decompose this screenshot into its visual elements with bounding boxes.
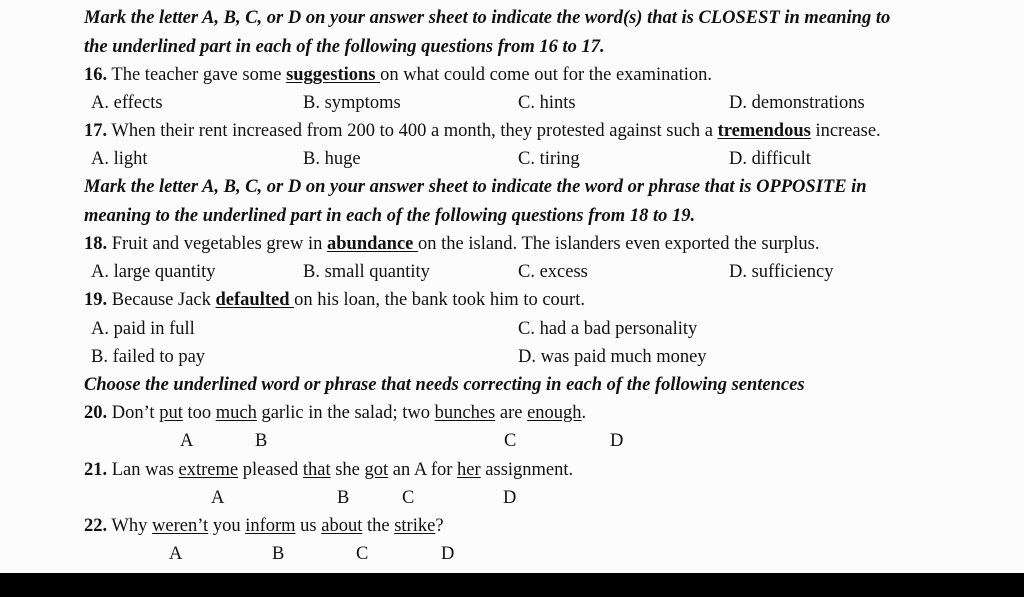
underlined-part-a[interactable]: weren’t: [152, 516, 209, 536]
option-c[interactable]: C. hints: [518, 93, 576, 113]
question-number: 22.: [84, 516, 108, 536]
question-text: on what could come out for the examination.: [380, 65, 713, 85]
question-text: Because Jack: [111, 290, 216, 310]
instruction-closest-line2: the underlined part in each of the following questions from 16 to 17.: [84, 37, 605, 57]
answer-letter-a[interactable]: A: [180, 431, 194, 451]
question-number: 21.: [84, 460, 108, 480]
question-text: assignment.: [480, 460, 574, 480]
question-19: [84, 289, 585, 311]
underlined-part-a[interactable]: extreme: [178, 460, 239, 480]
option-b[interactable]: B. small quantity: [303, 262, 430, 282]
question-text: are: [495, 403, 528, 423]
instruction-opposite-line2: meaning to the underlined part in each of the following questions from 18 to 19.: [84, 206, 696, 226]
question-text: on his loan, the bank took him to court.: [294, 290, 585, 310]
question-number: 20.: [84, 403, 108, 423]
underlined-part-a[interactable]: put: [159, 403, 183, 423]
question-text: the: [362, 516, 395, 536]
question-text: Fruit and vegetables grew in: [111, 234, 328, 254]
question-text: Lan was: [111, 460, 179, 480]
underlined-part-c[interactable]: about: [321, 516, 363, 536]
answer-letter-a[interactable]: A: [211, 488, 225, 508]
underlined-part-d[interactable]: her: [457, 460, 481, 480]
question-number: 18.: [84, 234, 108, 254]
question-text: increase.: [810, 121, 881, 141]
question-number: 16.: [84, 65, 108, 85]
instruction-correcting: Choose the underlined word or phrase that needs correcting in each of the following sentences: [84, 375, 805, 395]
question-text: garlic in the salad; two: [256, 403, 435, 423]
answer-letter-a[interactable]: A: [169, 544, 183, 564]
question-text: she: [330, 460, 365, 480]
option-a[interactable]: A. effects: [91, 93, 163, 113]
option-b[interactable]: B. symptoms: [303, 93, 401, 113]
option-d[interactable]: D. sufficiency: [729, 262, 834, 282]
bottom-black-bar: [0, 573, 1024, 597]
answer-letter-b[interactable]: B: [272, 544, 285, 564]
option-d[interactable]: D. demonstrations: [729, 93, 865, 113]
question-18: [84, 233, 819, 255]
option-b[interactable]: B. huge: [303, 149, 361, 169]
underlined-part-d[interactable]: strike: [394, 516, 436, 536]
question-text: you: [208, 516, 246, 536]
answer-letter-b[interactable]: B: [337, 488, 350, 508]
question-text: pleased: [238, 460, 303, 480]
answer-letter-d[interactable]: D: [441, 544, 455, 564]
question-17: [84, 120, 881, 142]
instruction-opposite-line1: Mark the letter A, B, C, or D on your answer sheet to indicate the word or phrase that is OPPOSITE in: [84, 177, 867, 197]
underlined-keyword: defaulted: [215, 290, 295, 310]
underlined-part-b[interactable]: inform: [245, 516, 296, 536]
answer-letter-d[interactable]: D: [503, 488, 517, 508]
question-text: an A for: [388, 460, 458, 480]
option-a[interactable]: A. paid in full: [91, 319, 195, 339]
question-number: 17.: [84, 121, 108, 141]
underlined-keyword: suggestions: [286, 65, 381, 85]
question-number: 19.: [84, 290, 108, 310]
underlined-part-b[interactable]: that: [302, 460, 331, 480]
option-d[interactable]: D. difficult: [729, 149, 811, 169]
answer-letter-b[interactable]: B: [255, 431, 268, 451]
option-a[interactable]: A. large quantity: [91, 262, 216, 282]
answer-letter-d[interactable]: D: [610, 431, 624, 451]
question-text: on the island. The islanders even exported the surplus.: [418, 234, 820, 254]
question-text: Don’t: [111, 403, 160, 423]
underlined-part-c[interactable]: got: [364, 460, 389, 480]
answer-letter-c[interactable]: C: [356, 544, 369, 564]
underlined-part-d[interactable]: enough: [527, 403, 582, 423]
underlined-part-c[interactable]: bunches: [434, 403, 496, 423]
option-c[interactable]: C. tiring: [518, 149, 580, 169]
question-text: us: [295, 516, 322, 536]
answer-letter-c[interactable]: C: [504, 431, 517, 451]
question-text: The teacher gave some: [111, 65, 287, 85]
underlined-keyword: tremendous: [717, 121, 811, 141]
answer-letter-c[interactable]: C: [402, 488, 415, 508]
question-text: .: [581, 403, 587, 423]
question-text: When their rent increased from 200 to 400 a month, they protested against such a: [111, 121, 718, 141]
option-b[interactable]: B. failed to pay: [91, 347, 206, 367]
option-a[interactable]: A. light: [91, 149, 148, 169]
question-text: ?: [435, 516, 444, 536]
underlined-keyword: abundance: [327, 234, 419, 254]
instruction-closest-line1: Mark the letter A, B, C, or D on your answer sheet to indicate the word(s) that is CLOSEST in meaning to: [84, 8, 891, 28]
question-20: [84, 402, 586, 424]
question-text: too: [182, 403, 216, 423]
option-c[interactable]: C. had a bad personality: [518, 319, 698, 339]
option-d[interactable]: D. was paid much money: [518, 347, 707, 367]
question-22: [84, 515, 444, 537]
option-c[interactable]: C. excess: [518, 262, 588, 282]
underlined-part-b[interactable]: much: [215, 403, 257, 423]
question-21: [84, 459, 573, 481]
question-text: Why: [111, 516, 153, 536]
question-16: [84, 64, 712, 86]
